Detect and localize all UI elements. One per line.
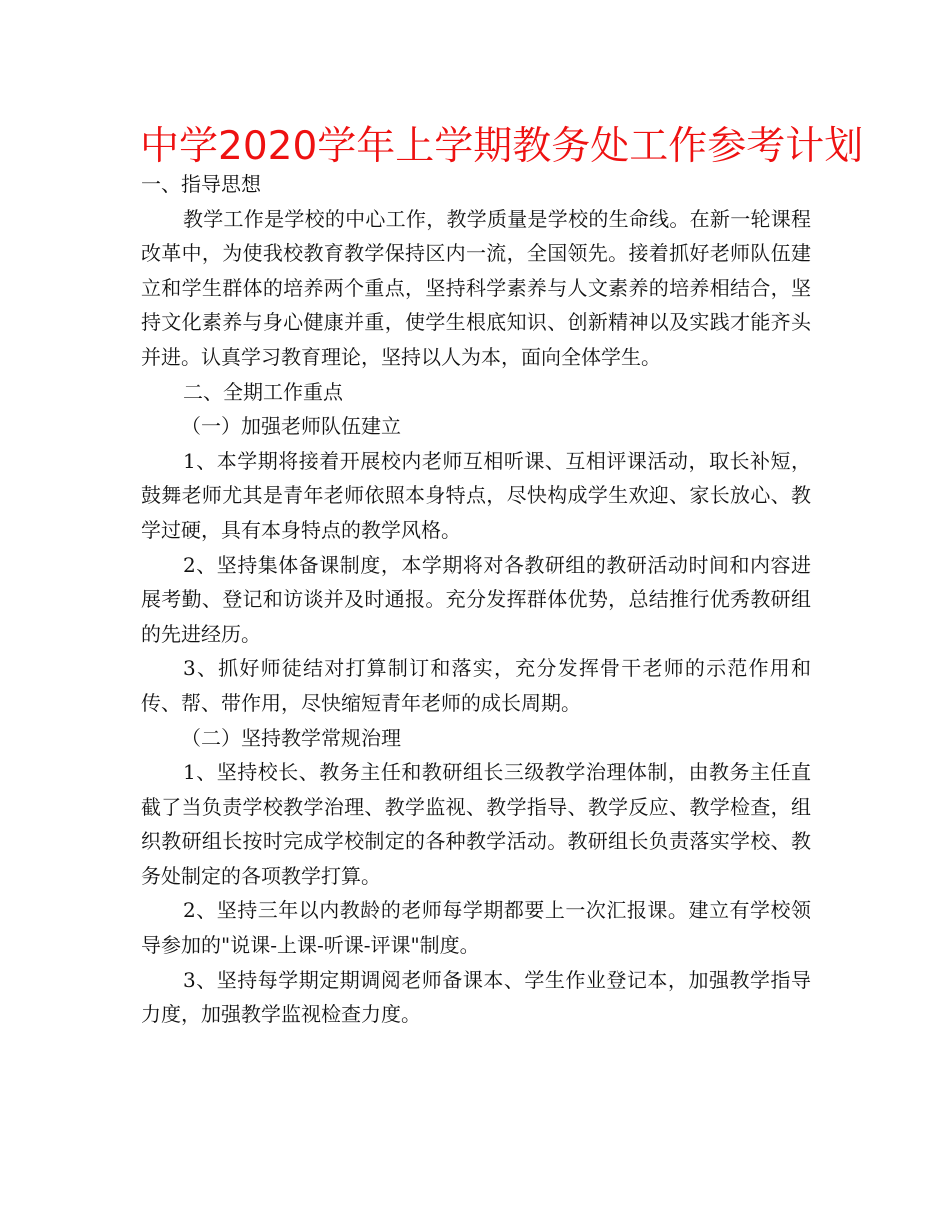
body-paragraph: 3、坚持每学期定期调阅老师备课本、学生作业登记本，加强教学指导力度，加强教学监视检查力度。 xyxy=(141,967,811,1027)
body-paragraph: 2、坚持集体备课制度，本学期将对各教研组的教研活动时间和内容进展考勤、登记和访谈并及时通报。充分发挥群体优势，总结推行优秀教研组的先进经历。 xyxy=(141,552,811,646)
section-heading: 一、指导思想 xyxy=(141,172,261,196)
body-paragraph: 1、坚持校长、教务主任和教研组长三级教学治理体制，由教务主任直截了当负责学校教学治理、教学监视、教学指导、教学反应、教学检查，组织教研组长按时完成学校制定的各种教学活动。教研组长负责落实学校、教务处制定的各项教学打算。 xyxy=(141,760,811,888)
body-paragraph: 3、抓好师徒结对打算制订和落实，充分发挥骨干老师的示范作用和传、帮、带作用，尽快缩短青年老师的成长周期。 xyxy=(141,656,811,715)
subsection-heading: （一）加强老师队伍建立 xyxy=(181,414,401,439)
body-paragraph: 1、本学期将接着开展校内老师互相听课、互相评课活动，取长补短，鼓舞老师尤其是青年老师依照本身特点，尽快构成学生欢迎、家长放心、教学过硬，具有本身特点的教学风格。 xyxy=(141,448,811,542)
body-paragraph: 教学工作是学校的中心工作，教学质量是学校的生命线。在新一轮课程改革中，为使我校教育教学保持区内一流，全国领先。接着抓好老师队伍建立和学生群体的培养两个重点，坚持科学素养与人文素养的培养相结合，坚持文化素养与身心健康并重，使学生根底知识、创新精神以及实践才能齐头并进。认真学习教育理论，坚持以人为本，面向全体学生。 xyxy=(141,206,811,369)
subsection-heading: （二）坚持教学常规治理 xyxy=(181,725,401,750)
document-title: 中学2020学年上学期教务处工作参考计划 xyxy=(140,124,864,169)
body-paragraph: 2、坚持三年以内教龄的老师每学期都要上一次汇报课。建立有学校领导参加的"说课-上课-听课-评课"制度。 xyxy=(141,898,811,958)
section-heading: 二、全期工作重点 xyxy=(183,379,343,404)
document-body xyxy=(141,167,811,1032)
